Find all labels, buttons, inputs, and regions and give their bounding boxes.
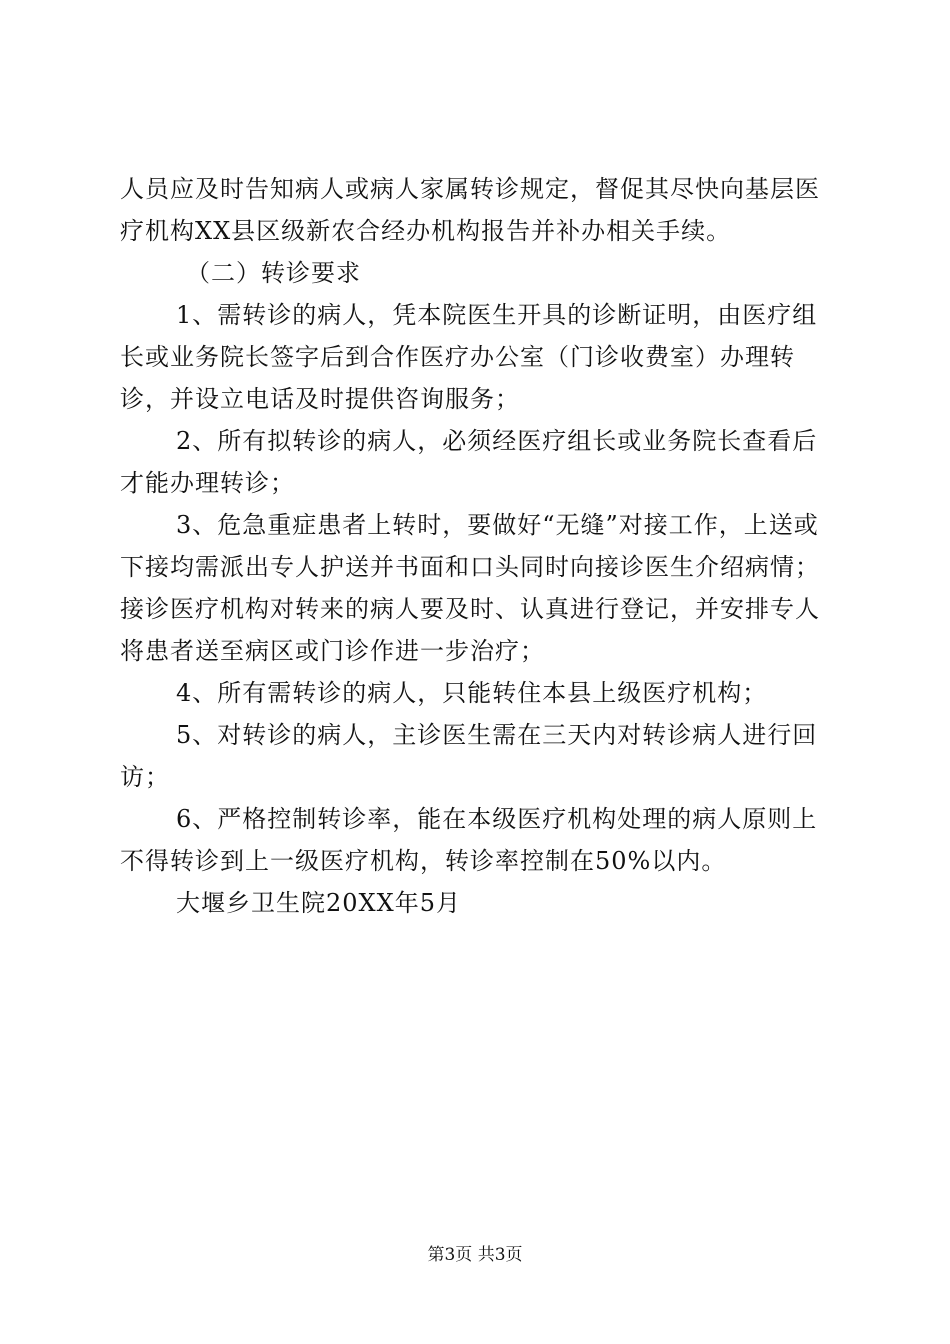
list-item-1: 1、需转诊的病人，凭本院医生开具的诊断证明，由医疗组长或业务院长签字后到合作医疗办公室（门诊收费室）办理转诊，并设立电话及时提供咨询服务； [120,301,818,413]
section-heading: （二）转诊要求 [186,259,361,287]
list-item-3: 3、危急重症患者上转时，要做好“无缝”对接工作，上送或下接均需派出专人护送并书面和口头同时向接诊医生介绍病情；接诊医疗机构对转来的病人要及时、认真进行登记，并安排专人将患者送至病区或门诊作进一步治疗； [120,511,820,665]
signature-line: 大堰乡卫生院20XX年5月 [176,889,461,917]
list-item-2: 2、所有拟转诊的病人，必须经医疗组长或业务院长查看后才能办理转诊； [120,427,818,497]
paragraph-continuation: 人员应及时告知病人或病人家属转诊规定，督促其尽快向基层医疗机构XX县区级新农合经办机构报告并补办相关手续。 [120,175,820,245]
list-item-6: 6、严格控制转诊率，能在本级医疗机构处理的病人原则上不得转诊到上一级医疗机构，转诊率控制在50%以内。 [120,805,818,875]
list-item-5: 5、对转诊的病人，主诊医生需在三天内对转诊病人进行回访； [120,721,818,791]
list-item-4: 4、所有需转诊的病人，只能转住本县上级医疗机构； [176,679,768,707]
page-number-footer: 第3页 共3页 [427,1245,523,1265]
document-body [120,168,840,924]
